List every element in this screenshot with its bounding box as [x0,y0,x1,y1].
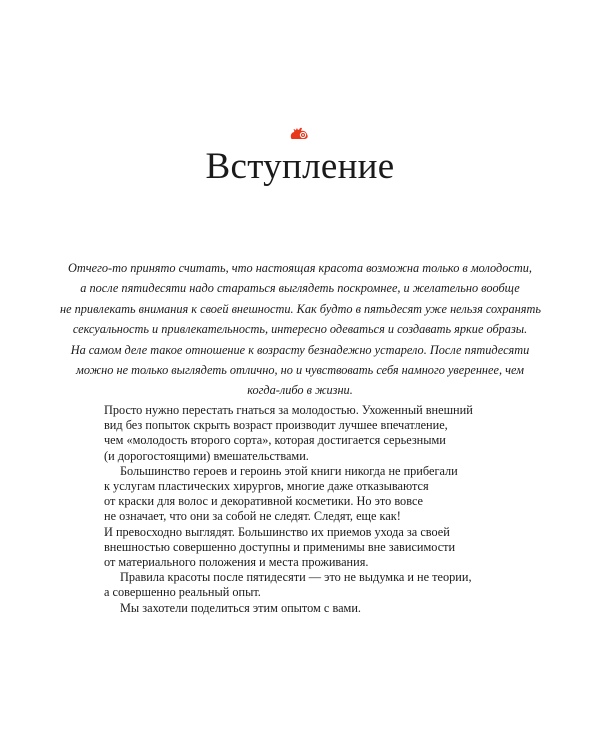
body-line: И превосходно выглядят. Большинство их приемов ухода за своей [104,524,450,539]
intro-line: когда-либо в жизни. [247,383,353,398]
intro-line: На самом деле такое отношение к возрасту безнадежно устарело. После пятидесяти [70,342,530,357]
body-line: к услугам пластических хирургов, многие даже отказываются [104,479,429,494]
body-line: внешностью совершенно доступны и применимы вне зависимости [104,539,456,554]
body-line: от материального положения и места проживания. [104,555,369,570]
intro-paragraph [60,258,540,401]
body-line: а совершенно реальный опыт. [104,585,261,600]
page-title: Вступление [205,146,395,187]
body-line: чем «молодость второго сорта», которая достигается серьезными [104,433,446,448]
intro-line: можно не только выглядеть отлично, но и чувствовать себя намного увереннее, чем [76,363,524,378]
intro-line: а после пятидесяти надо стараться выглядеть поскромнее, и желательно вообще [80,281,520,296]
body-line: вид без попыток скрыть возраст производит лучшее впечатление, [104,418,448,433]
body-text [104,403,524,616]
intro-line: сексуальность и привлекательность, интересно одеваться и создавать яркие образы. [72,322,528,337]
body-line: (и дорогостоящими) вмешательствами. [104,448,309,463]
intro-line: не привлекать внимания к своей внешности. Как будто в пятьдесят уже нельзя сохранять [60,301,541,316]
body-line: от краски для волос и декоративной косметики. Но это вовсе [104,494,424,509]
body-line: Просто нужно перестать гнаться за молодостью. Ухоженный внешний [104,403,473,417]
snail-ornament-icon [288,124,312,142]
body-line: Мы захотели поделиться этим опытом с вами. [120,600,361,615]
body-line: не означает, что они за собой не следят. Следят, еще как! [104,509,401,524]
body-line: Большинство героев и героинь этой книги никогда не прибегали [120,463,458,478]
body-line: Правила красоты после пятидесяти — это не выдумка и не теории, [120,570,472,585]
intro-line: Отчего-то принято считать, что настоящая красота возможна только в молодости, [68,261,532,275]
